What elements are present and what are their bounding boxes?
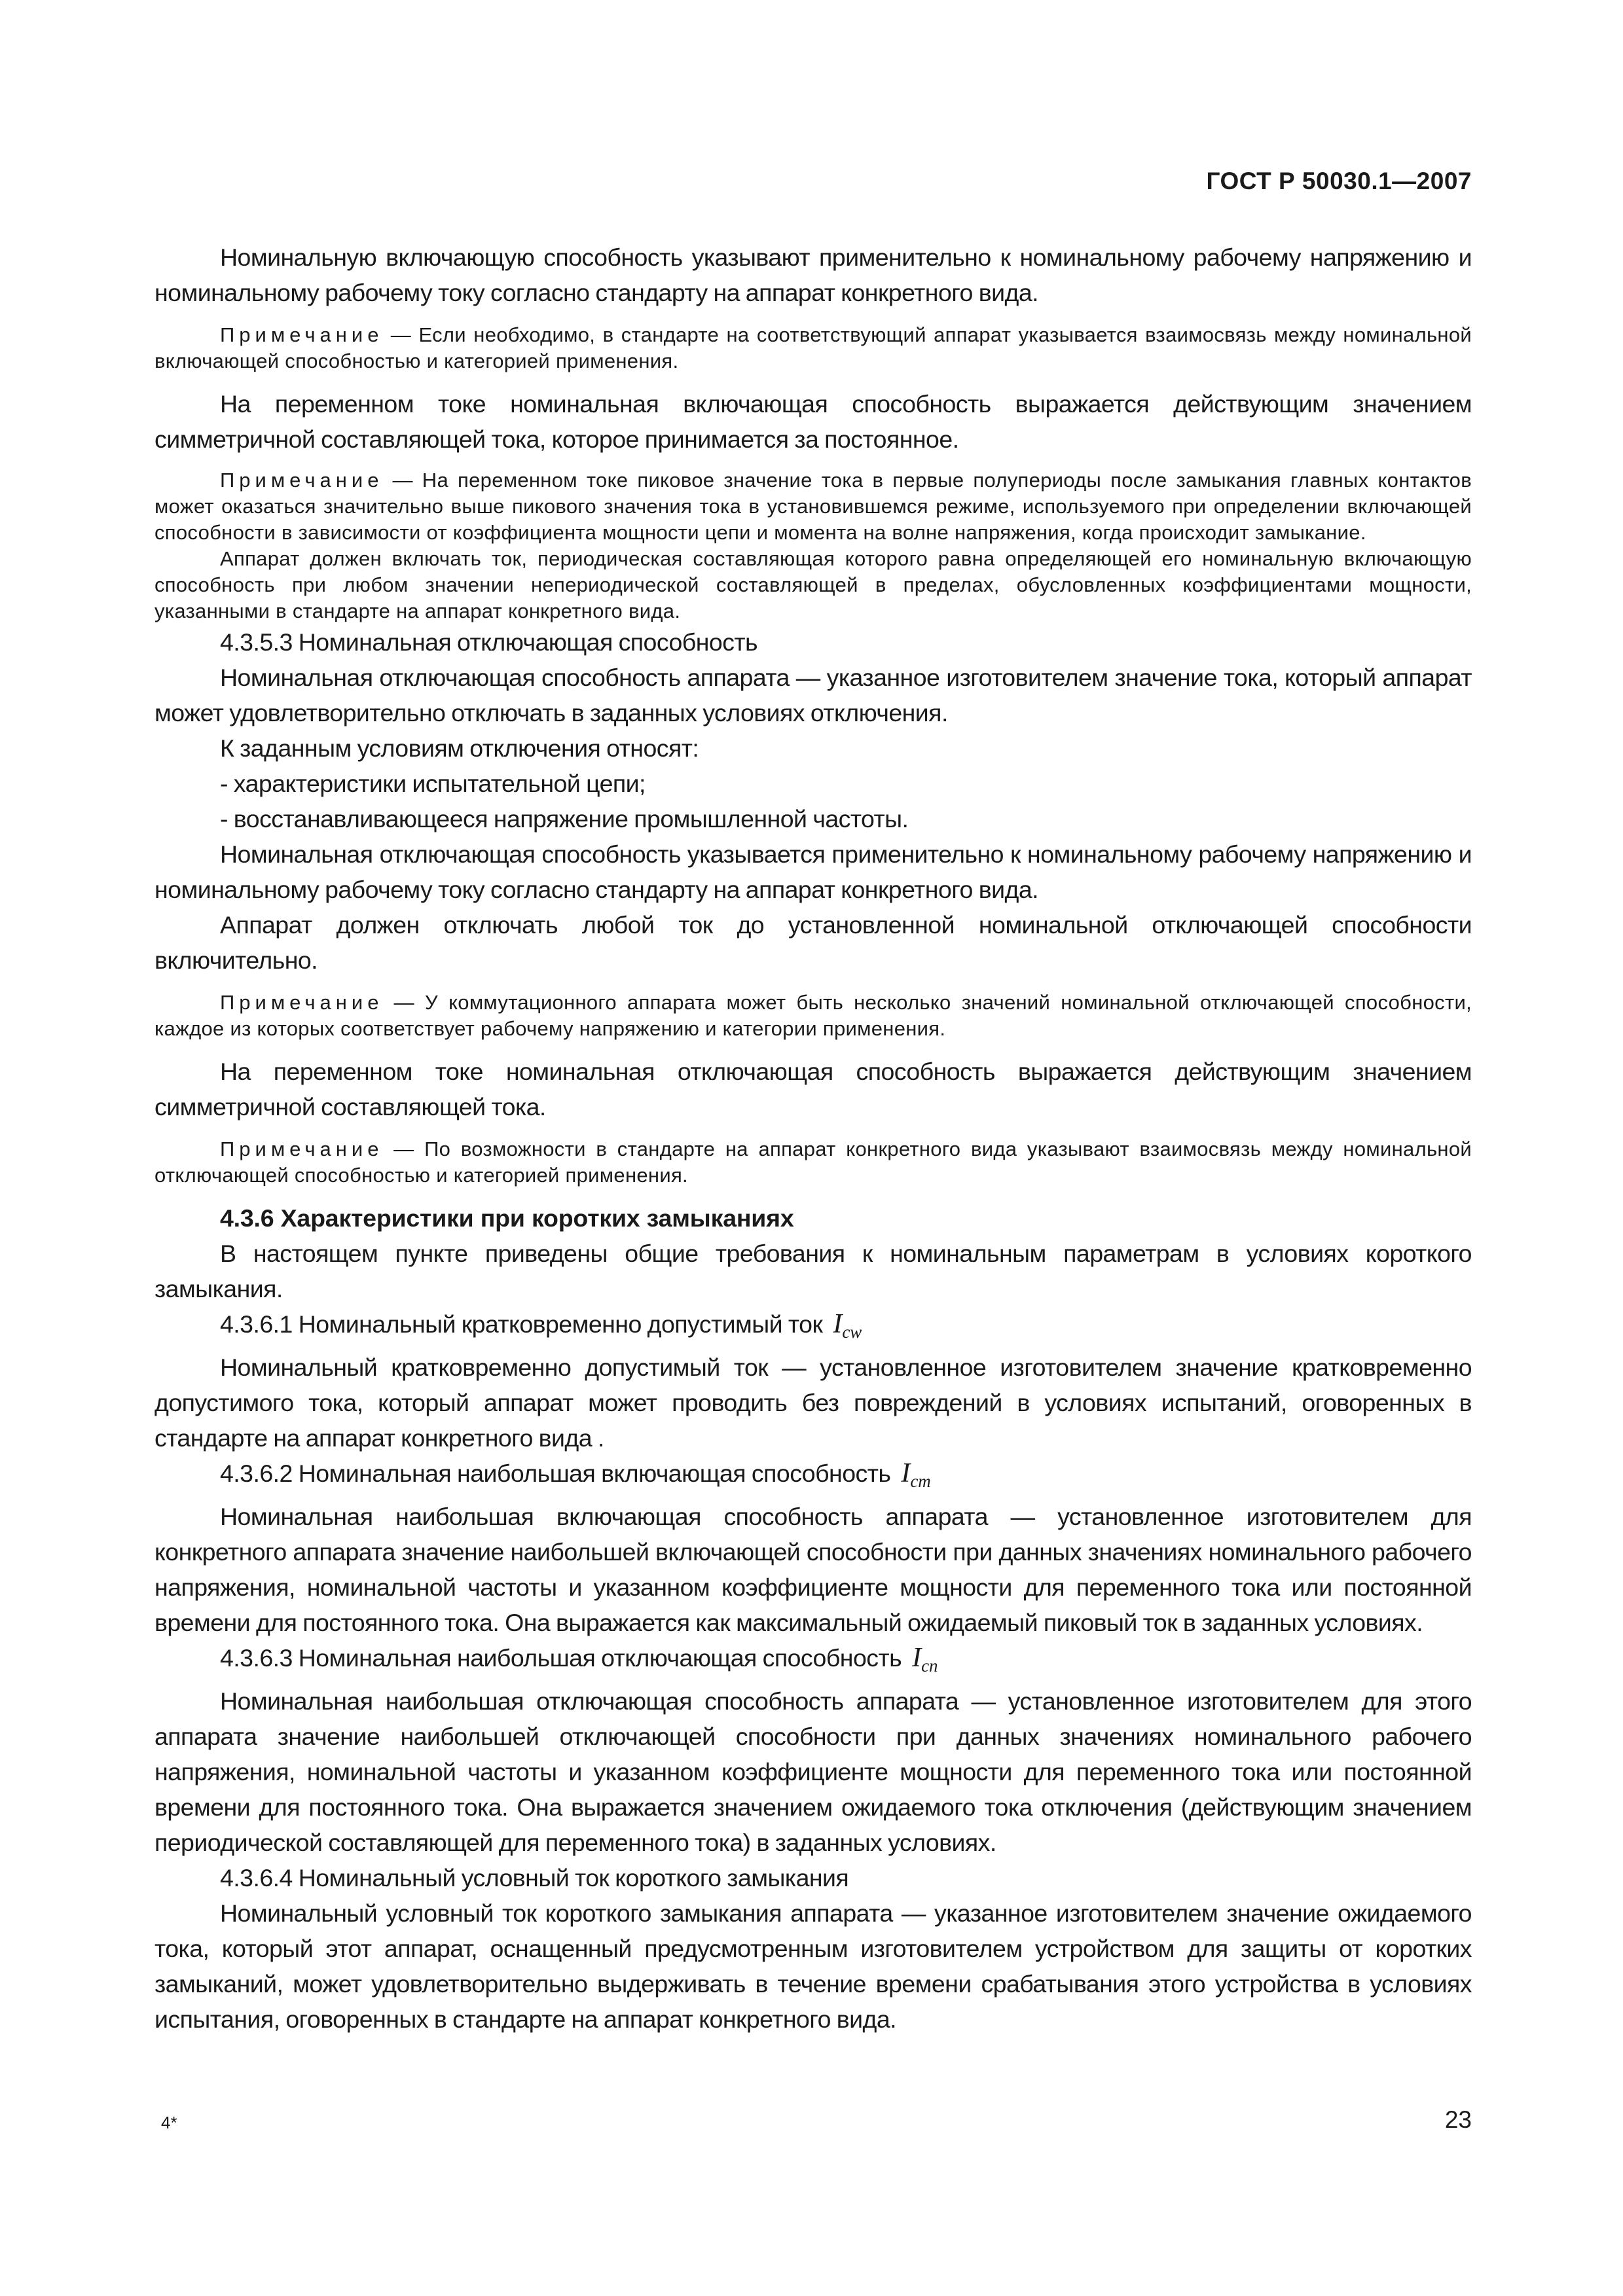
note (155, 1136, 1472, 1189)
subsection-title (155, 1306, 1472, 1350)
subsection-title (155, 1640, 1472, 1683)
paragraph: Номинальная отключающая способность указывается применительно к номинальному рабочему напряжению и номинальному рабочему току согласно стандарту на аппарат конкретного вида. (155, 840, 1472, 903)
list-item: - характеристики испытательной цепи; (220, 770, 646, 797)
paragraph: Аппарат должен отключать любой ток до установленной номинальной отключающей способности включительно. (155, 911, 1472, 974)
subsection-title-text: 4.3.6.2 Номинальная наибольшая включающая способность (220, 1460, 891, 1487)
document-code: ГОСТ Р 50030.1—2007 (1206, 168, 1472, 194)
page-number: 23 (1444, 2106, 1472, 2133)
symbol-subscript: cm (910, 1471, 931, 1491)
paragraph: Номинальный условный ток короткого замыкания аппарата — указанное изготовителем значение ожидаемого тока, который этот аппарат, оснащенный предусмотренным изготовителем устройством для защиты от коротких замыканий, может удовлетворительно выдерживать в течение времени срабатывания этого устройства в условиях испытания, оговоренных в стандарте на аппарат конкретного вида. (155, 1899, 1472, 2033)
symbol-letter: I (833, 1309, 843, 1339)
section-title: 4.3.5.3 Номинальная отключающая способность (220, 628, 758, 656)
subsection-title: 4.3.6.4 Номинальный условный ток короткого замыкания (220, 1864, 849, 1892)
note-label: Примечание (220, 323, 384, 346)
paragraph: Номинальная наибольшая отключающая способность аппарата — установленное изготовителем для этого аппарата значение наибольшей отключающей способности при данных значениях номинального рабочего напряжения, номинальной частоты и указанном коэффициенте мощности для переменного тока или постоянной времени для постоянного тока. Она выражается значением ожидаемого тока отключения (действующим значением периодической составляющей для переменного тока) в заданных условиях. (155, 1687, 1472, 1856)
paragraph: Номинальный кратковременно допустимый ток — установленное изготовителем значение кратковременно допустимого тока, который аппарат может проводить без повреждений в условиях испытаний, оговоренных в стандарте на аппарат конкретного вида . (155, 1354, 1472, 1452)
note-text: — Если необходимо, в стандарте на соответствующий аппарат указывается взаимосвязь между номинальной включающей способностью и категорией применения. (155, 323, 1472, 372)
symbol-subscript: cn (921, 1656, 938, 1676)
current-symbol (833, 1309, 862, 1342)
note-label: Примечание (220, 1138, 384, 1160)
paragraph: На переменном токе номинальная отключающая способность выражается действующим значением симметричной составляющей тока. (155, 1058, 1472, 1121)
note-text: — У коммутационного аппарата может быть несколько значений номинальной отключающей способности, каждое из которых соответствует рабочему напряжению и категории применения. (155, 991, 1472, 1040)
document-page (155, 0, 1472, 2296)
note (155, 990, 1472, 1042)
paragraph: К заданным условиям отключения относят: (220, 734, 699, 762)
note-text: — На переменном токе пиковое значение тока в первые полупериоды после замыкания главных контактов может оказаться значительно выше пикового значения тока в установившемся режиме, используемого при определении включающей способности в зависимости от коэффициента мощности цепи и момента на волне напряжения, когда происходит замыкание. (155, 469, 1472, 544)
page-content (155, 240, 1472, 2037)
subsection-title (155, 1456, 1472, 1499)
paragraph: Номинальная наибольшая включающая способность аппарата — установленное изготовителем для конкретного аппарата значение наибольшей включающей способности при данных значениях номинального рабочего напряжения, номинальной частоты и указанном коэффициенте мощности для переменного тока или постоянной времени для постоянного тока. Она выражается как максимальный ожидаемый пиковый ток в заданных условиях. (155, 1503, 1472, 1636)
paragraph: В настоящем пункте приведены общие требования к номинальным параметрам в условиях короткого замыкания. (155, 1240, 1472, 1302)
paragraph: Номинальная отключающая способность аппарата — указанное изготовителем значение тока, который аппарат может удовлетворительно отключать в заданных условиях отключения. (155, 664, 1472, 726)
note (155, 322, 1472, 374)
section-heading: 4.3.6 Характеристики при коротких замыканиях (220, 1204, 794, 1232)
note-label: Примечание (220, 469, 384, 492)
symbol-subscript: cw (842, 1322, 862, 1342)
list-item: - восстанавливающееся напряжение промышленной частоты. (220, 805, 909, 833)
sheet-mark: 4* (161, 2113, 177, 2132)
note-label: Примечание (220, 991, 384, 1014)
current-symbol (901, 1458, 931, 1491)
note (155, 467, 1472, 546)
symbol-letter: I (901, 1458, 911, 1488)
note-continuation: Аппарат должен включать ток, периодическая составляющая которого равна определяющей его номинальную включающую способность при любом значении непериодической составляющей в пределах, обусловленных коэффициентами мощности, указанными в стандарте на аппарат конкретного вида. (155, 547, 1472, 622)
paragraph: Номинальную включающую способность указывают применительно к номинальному рабочему напряжению и номинальному рабочему току согласно стандарту на аппарат конкретного вида. (155, 243, 1472, 306)
subsection-title-text: 4.3.6.3 Номинальная наибольшая отключающая способность (220, 1644, 902, 1672)
note-text: — По возможности в стандарте на аппарат конкретного вида указывают взаимосвязь между номинальной отключающей способностью и категорией применения. (155, 1138, 1472, 1187)
current-symbol (912, 1643, 938, 1676)
subsection-title-text: 4.3.6.1 Номинальный кратковременно допустимый ток (220, 1310, 823, 1338)
paragraph: На переменном токе номинальная включающая способность выражается действующим значением симметричной составляющей тока, которое принимается за постоянное. (155, 390, 1472, 453)
symbol-letter: I (912, 1643, 922, 1673)
